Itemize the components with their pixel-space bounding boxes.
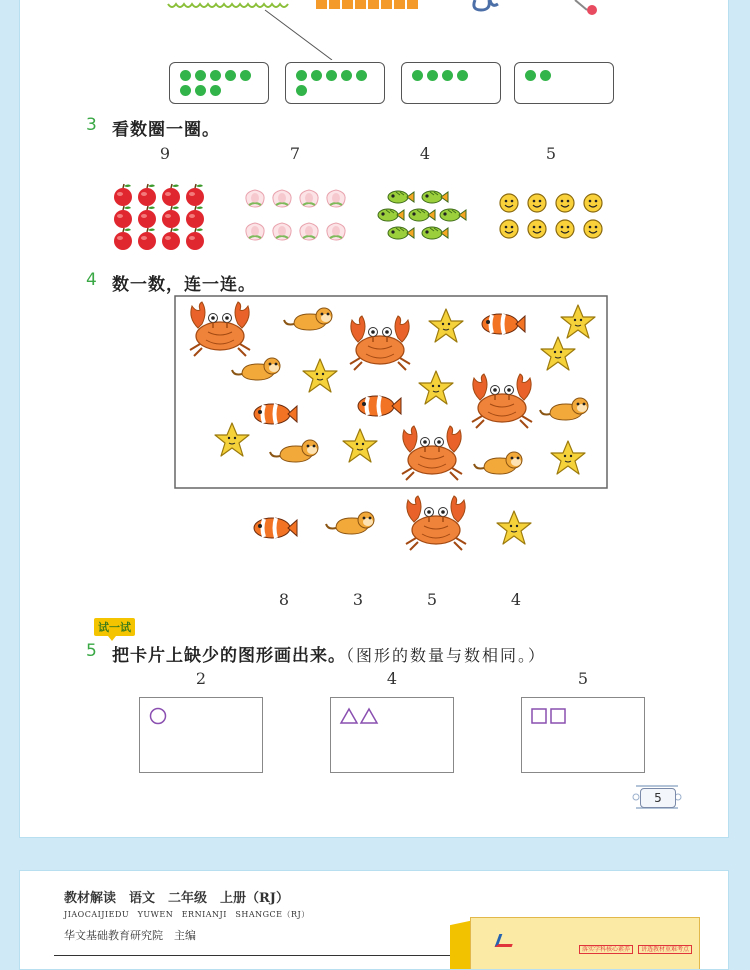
cover-tag-1: 落实学科核心素养 (579, 945, 633, 954)
answer-otter-icon (326, 512, 374, 534)
fish-group-icon (378, 191, 466, 239)
dot-card-8[interactable] (169, 62, 269, 104)
q3-count-apples: 9 (159, 144, 171, 163)
q5-number: 5 (86, 641, 97, 661)
q5-instruction: 把卡片上缺少的图形画出来。 (112, 646, 346, 666)
sea-animals-scene[interactable] (20, 290, 730, 560)
dot-card-6[interactable] (285, 62, 385, 104)
blocks-icon (316, 0, 418, 9)
cover-tags (579, 944, 692, 953)
book-cover[interactable] (450, 915, 700, 970)
square-shape-icon (530, 706, 580, 726)
q3-pictures[interactable] (20, 175, 730, 255)
page-number: 5 (640, 788, 676, 808)
circle-shape-icon (148, 706, 178, 726)
q3-count-peaches: 7 (289, 144, 301, 163)
card-squares[interactable] (521, 697, 645, 773)
q4-number: 4 (86, 270, 97, 290)
answer-starfish-icon (497, 511, 531, 544)
answer-clownfish-icon (254, 518, 297, 538)
q3-count-smileys: 5 (545, 144, 557, 163)
card-triangles[interactable] (330, 697, 454, 773)
q4-count-3: 5 (426, 590, 438, 609)
q5-count-triangles: 4 (386, 669, 398, 688)
peach-group-icon (246, 190, 345, 240)
triangle-shape-icon (339, 706, 389, 726)
q5-count-squares: 5 (577, 669, 589, 688)
book-editor: 华文基础教育研究院 主编 (64, 929, 196, 942)
book-title: 教材解读 语文 二年级 上册（RJ） (64, 891, 289, 906)
paperclip-icon (474, 0, 498, 10)
q5-note: （图形的数量与数相同。） (346, 646, 547, 665)
book-pinyin: JIAOCAIJIEDU YUWEN ERNIANJI SHANGCE（RJ） (64, 910, 310, 919)
q4-text: 数一数，连一连。 (112, 275, 256, 295)
q4-count-4: 4 (510, 590, 522, 609)
book-info-card (19, 870, 729, 970)
q3-number: 3 (86, 115, 97, 135)
dot-card-4[interactable] (401, 62, 501, 104)
q4-count-2: 3 (352, 590, 364, 609)
dot-card-2[interactable] (514, 62, 614, 104)
card-circles[interactable] (139, 697, 263, 773)
page-number-badge (632, 784, 682, 810)
apple-group-icon (114, 184, 204, 250)
try-it-badge: 试一试 (94, 618, 135, 636)
q4-count-1: 8 (278, 590, 290, 609)
divider (54, 955, 454, 956)
answer-crab-icon (406, 496, 466, 550)
smiley-group-icon (500, 194, 602, 238)
q5-count-circles: 2 (195, 669, 207, 688)
q3-text: 看数圈一圈。 (112, 120, 220, 140)
q3-count-fish: 4 (419, 144, 431, 163)
bead-chain-icon (168, 4, 288, 7)
workbook-page (19, 0, 729, 838)
top-illustrations (20, 0, 730, 60)
pushpin-icon (575, 0, 597, 15)
cover-tag-2: 讲透教材重难考点 (638, 945, 692, 954)
publisher-logo-icon (495, 934, 517, 947)
q5-text (112, 641, 546, 666)
